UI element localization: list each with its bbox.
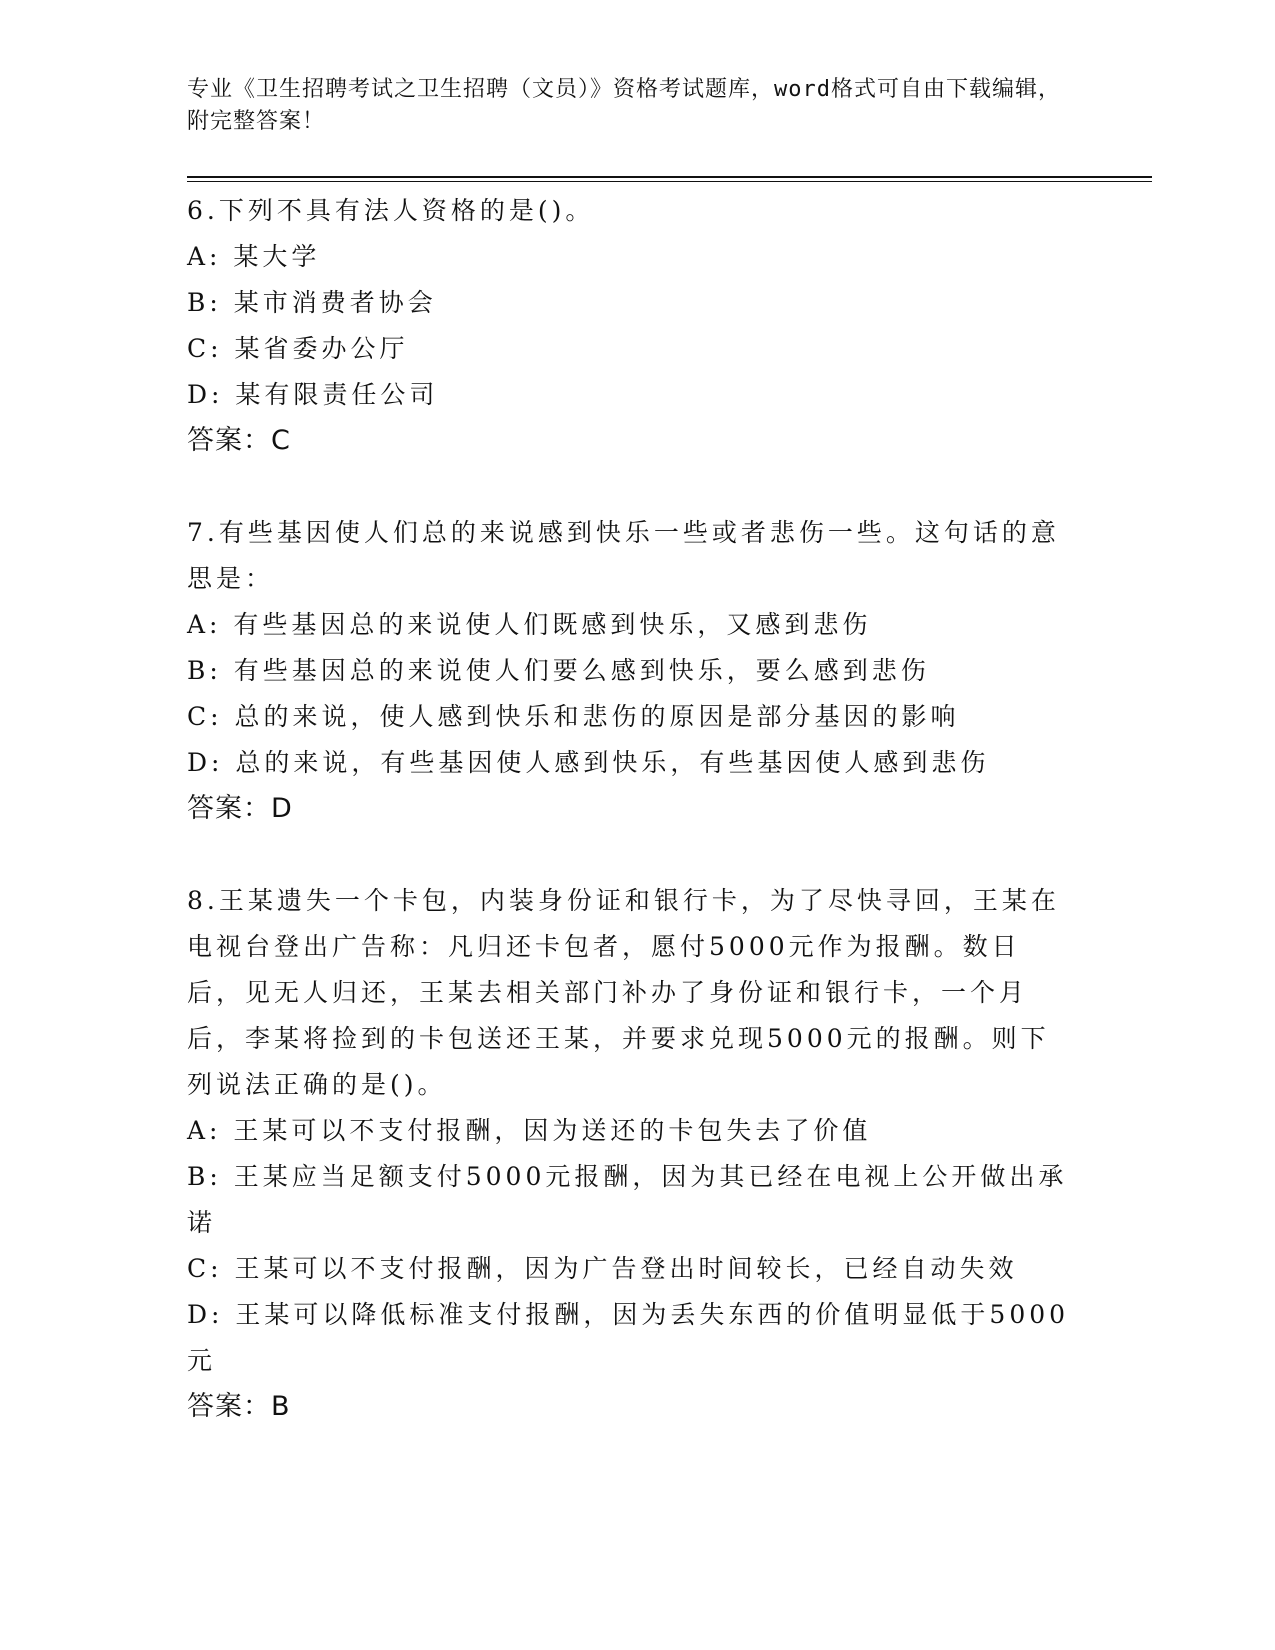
question-spacer — [187, 832, 1077, 878]
option-d: D: 总的来说，有些基因使人感到快乐，有些基因使人感到悲伤 — [187, 748, 990, 777]
header-divider-thick — [187, 176, 1152, 178]
option-c: C: 某省委办公厅 — [187, 334, 409, 363]
question-stem: 7.有些基因使人们总的来说感到快乐一些或者悲伤一些。这句话的意思是： — [187, 518, 1060, 593]
answer-label: 答案：D — [187, 793, 293, 824]
question-stem: 8.王某遗失一个卡包，内装身份证和银行卡，为了尽快寻回，王某在电视台登出广告称：凡归还卡包者，愿付5000元作为报酬。数日后，见无人归还，王某去相关部门补办了身份证和银行卡，一个月后，李某将捡到的卡包送还王某，并要求兑现5000元的报酬。则下列说法正确的是()。 — [187, 886, 1060, 1099]
option-b: B: 某市消费者协会 — [187, 288, 437, 317]
header-divider-thin — [187, 181, 1152, 182]
answer-label: 答案：B — [187, 1391, 291, 1422]
question-list — [187, 188, 1077, 1430]
answer-label: 答案：C — [187, 425, 291, 456]
document-header: 专业《卫生招聘考试之卫生招聘（文员）》资格考试题库，word格式可自由下载编辑，附完整答案！ — [187, 77, 1061, 134]
option-a: A: 有些基因总的来说使人们既感到快乐，又感到悲伤 — [187, 610, 872, 639]
question-6 — [187, 188, 1077, 464]
question-stem: 6.下列不具有法人资格的是()。 — [187, 196, 595, 225]
option-b: B: 王某应当足额支付5000元报酬，因为其已经在电视上公开做出承诺 — [187, 1162, 1068, 1237]
option-a: A: 王某可以不支付报酬，因为送还的卡包失去了价值 — [187, 1116, 872, 1145]
option-c: C: 总的来说，使人感到快乐和悲伤的原因是部分基因的影响 — [187, 702, 960, 731]
option-d: D: 某有限责任公司 — [187, 380, 439, 409]
question-spacer — [187, 464, 1077, 510]
question-7 — [187, 510, 1077, 832]
option-c: C: 王某可以不支付报酬，因为广告登出时间较长，已经自动失效 — [187, 1254, 1018, 1283]
option-b: B: 有些基因总的来说使人们要么感到快乐，要么感到悲伤 — [187, 656, 930, 685]
option-d: D: 王某可以降低标准支付报酬，因为丢失东西的价值明显低于5000元 — [187, 1300, 1070, 1375]
option-a: A: 某大学 — [187, 242, 321, 271]
question-8 — [187, 878, 1077, 1430]
